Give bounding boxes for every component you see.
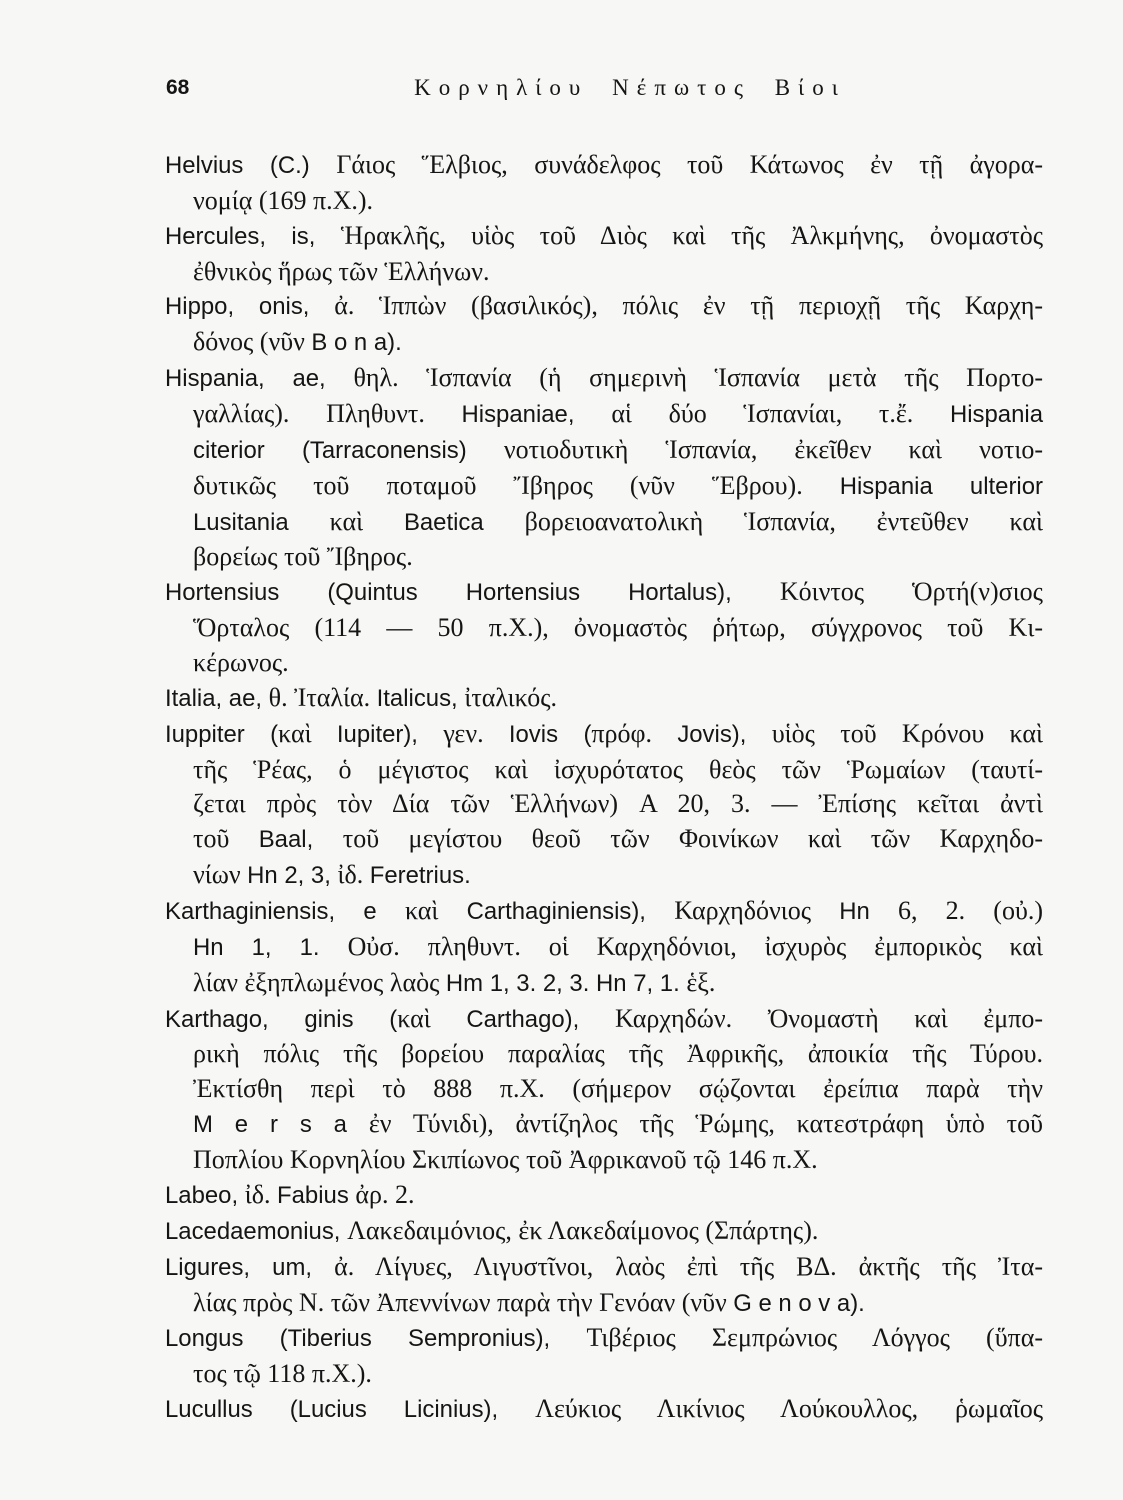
latin-text: B o n a). [311, 329, 402, 357]
latin-text: Iupiter), [336, 720, 444, 748]
entry-continuation-line [165, 433, 1043, 469]
latin-text: Italicus, [376, 684, 465, 712]
greek-text: θ. Ἰταλία. [268, 682, 377, 712]
entry-headline [165, 717, 1043, 753]
greek-text: νομίᾳ (169 π.Χ.). [193, 185, 374, 215]
entry-continuation-line [165, 505, 1043, 541]
entry-continuation-line [165, 753, 1043, 788]
glossary-entry [165, 289, 1043, 361]
greek-text: καὶ [278, 718, 337, 748]
greek-text: κέρωνος. [193, 648, 289, 678]
latin-text: Helvius (C.) [165, 152, 337, 179]
greek-text: τος τῷ 118 π.Χ.). [193, 1359, 372, 1389]
entry-continuation-line [165, 646, 1043, 681]
latin-text: Baetica [403, 508, 525, 536]
entry-headline [165, 361, 1043, 397]
glossary-entry [165, 1392, 1043, 1428]
greek-text: ἀ. Λίγυες, Λιγυστῖνοι, λαὸς ἐπὶ τῆς ΒΔ. ἀκτῆς τῆς Ἰτα- [334, 1251, 1043, 1281]
greek-text: γαλλίας). Πληθυντ. [193, 399, 462, 429]
greek-text: ἐν Τύνιδι), ἀντίζηλος τῆς Ῥώμης, κατεστράφη ὑπὸ τοῦ [368, 1109, 1043, 1139]
latin-text: Carthago), [466, 1005, 615, 1033]
greek-text: Καρχηδών. Ὀνομαστὴ καὶ ἐμπο- [615, 1003, 1043, 1033]
greek-text: Τιβέριος Σεμπρώνιος Λόγγος (ὕπα- [586, 1323, 1043, 1353]
latin-text: Hortensius (Quintus Hortensius Hortalus), [165, 579, 780, 607]
entry-continuation-line [165, 540, 1043, 575]
latin-text: Hispania, ae, [165, 365, 354, 393]
latin-text: Labeo, [165, 1181, 245, 1209]
glossary-entry [165, 681, 1043, 717]
entry-headline [165, 894, 1043, 930]
entry-continuation-line [165, 1037, 1043, 1072]
entry-continuation-line [165, 255, 1043, 290]
latin-text: Hispania ulterior [839, 472, 1043, 500]
greek-text: λίας πρὸς Ν. τῶν Ἀπεννίνων παρὰ τὴν Γενόαν (νῦν [193, 1287, 734, 1317]
greek-text: Οὐσ. πληθυντ. οἱ Καρχηδόνιοι, ἰσχυρὸς ἐμπορικὸς καὶ [347, 931, 1043, 961]
latin-text: Fabius [277, 1181, 356, 1209]
page-number: 68 [166, 76, 190, 99]
glossary-entry [165, 1002, 1043, 1178]
latin-text: Lucullus (Lucius Licinius), [165, 1396, 536, 1424]
entry-continuation-line [165, 611, 1043, 646]
greek-text: ἀρ. 2. [355, 1179, 415, 1209]
greek-text: 6, 2. (οὐ.) [898, 896, 1043, 926]
latin-text: Hercules, is, [165, 222, 341, 250]
latin-text: Hn [839, 898, 899, 926]
greek-text: καὶ [397, 1003, 467, 1033]
greek-text: ρικὴ πόλις τῆς βορείου παραλίας τῆς Ἀφρικῆς, ἀποικία τῆς Τύρου. [193, 1039, 1043, 1069]
entry-continuation-line [165, 930, 1043, 966]
greek-text: ἐθνικὸς ἥρως τῶν Ἑλλήνων. [193, 256, 490, 286]
latin-text: Karthago, ginis ( [165, 1005, 398, 1033]
greek-text: ἰδ. [244, 1179, 278, 1209]
greek-text: γεν. [443, 718, 509, 748]
running-title: Κορνηλίου Νέπωτος Βίοι [414, 75, 846, 100]
latin-text: Hn 2, 3, [247, 862, 338, 890]
entry-continuation-line [165, 1107, 1043, 1143]
entry-headline [165, 148, 1043, 184]
entry-continuation-line [165, 858, 1043, 894]
glossary-entry [165, 575, 1043, 681]
latin-text: Feretrius. [369, 862, 471, 890]
greek-text: βορείως τοῦ Ἴβηρος. [193, 542, 413, 572]
greek-text: τοῦ [193, 824, 259, 854]
entry-headline [165, 289, 1043, 325]
entry-continuation-line [165, 1072, 1043, 1107]
greek-text: τοῦ μεγίστου θεοῦ τῶν Φοινίκων καὶ τῶν Καρχηδο- [342, 824, 1043, 854]
glossary-entry [165, 1250, 1043, 1322]
latin-text: Iovis ( [508, 720, 592, 748]
latin-text: Ligures, um, [165, 1253, 335, 1281]
greek-text: Κόιντος Ὁρτή(ν)σιος [779, 577, 1043, 607]
entry-continuation-line [165, 1357, 1043, 1392]
entry-headline [165, 1250, 1043, 1286]
latin-text: Hispania [949, 401, 1043, 429]
latin-text: Carthaginiensis), [466, 898, 675, 926]
greek-text: ἀ. Ἱππὼν (βασιλικός), πόλις ἐν τῇ περιοχῇ τῆς Καρχη- [334, 291, 1043, 321]
entry-continuation-line [165, 184, 1043, 219]
entry-continuation-line [165, 397, 1043, 433]
greek-text: καὶ [329, 506, 404, 536]
greek-text: δόνος (νῦν [193, 327, 312, 357]
latin-text: Hippo, onis, [165, 293, 335, 321]
glossary-entries [165, 148, 1043, 1428]
latin-text: Hm 1, 3. 2, 3. Hn 7, 1. [445, 969, 687, 997]
greek-text: καὶ [404, 896, 467, 926]
greek-text: ἰδ. [337, 860, 370, 890]
entry-continuation-line [165, 1143, 1043, 1178]
latin-text: citerior (Tarraconensis) [193, 436, 504, 464]
latin-text: Longus (Tiberius Sempronius), [165, 1325, 587, 1353]
latin-text: Baal, [258, 826, 343, 854]
entry-headline [165, 1392, 1043, 1428]
entry-headline [165, 1002, 1043, 1038]
latin-text: Hn 1, 1. [193, 933, 348, 961]
entry-continuation-line [165, 822, 1043, 858]
entry-continuation-line [165, 787, 1043, 822]
latin-text: Karthaginiensis, e [165, 898, 405, 926]
latin-text: Lacedaemonius, [165, 1217, 348, 1245]
latin-text: Lusitania [193, 508, 330, 536]
glossary-entry [165, 1214, 1043, 1250]
greek-text: πρόφ. [591, 718, 678, 748]
entry-headline [165, 1178, 1043, 1214]
glossary-entry [165, 361, 1043, 575]
greek-text: βορειοανατολικὴ Ἱσπανία, ἐντεῦθεν καὶ [524, 506, 1043, 536]
greek-text: νίων [193, 860, 248, 890]
entry-continuation-line [165, 1286, 1043, 1322]
latin-text: G e n o v a). [733, 1289, 865, 1317]
latin-text: Italia, ae, [165, 684, 269, 712]
latin-text: Jovis), [677, 720, 772, 748]
greek-text: ἑξ. [686, 967, 716, 997]
greek-text: λίαν ἐξηπλωμένος λαὸς [193, 967, 446, 997]
entry-headline [165, 219, 1043, 255]
greek-text: ζεται πρὸς τὸν Δία τῶν Ἑλλήνων) A 20, 3. — Ἐπίσης κεῖται ἀντὶ [193, 789, 1043, 819]
entry-continuation-line [165, 469, 1043, 505]
glossary-entry [165, 1178, 1043, 1214]
entry-continuation-line [165, 325, 1043, 361]
greek-text: Λακεδαιμόνιος, ἐκ Λακεδαίμονος (Σπάρτης). [347, 1215, 819, 1245]
latin-text: M e r s a [193, 1111, 369, 1139]
glossary-entry [165, 148, 1043, 219]
greek-text: Ἡρακλῆς, υἱὸς τοῦ Διὸς καὶ τῆς Ἀλκμήνης, ὀνομαστὸς [340, 220, 1043, 250]
glossary-entry [165, 1321, 1043, 1392]
greek-text: αἱ δύο Ἱσπανίαι, τ.ἔ. [611, 399, 950, 429]
glossary-entry [165, 219, 1043, 290]
greek-text: Ποπλίου Κορνηλίου Σκιπίωνος τοῦ Ἀφρικανοῦ τῷ 146 π.Χ. [193, 1145, 818, 1175]
glossary-entry [165, 717, 1043, 894]
greek-text: ἰταλικός. [464, 682, 558, 712]
entry-headline [165, 1321, 1043, 1357]
greek-text: νοτιοδυτικὴ Ἱσπανία, ἐκεῖθεν καὶ νοτιο- [503, 434, 1043, 464]
greek-text: Ὅρταλος (114 — 50 π.Χ.), ὀνομαστὸς ῥήτωρ, σύγχρονος τοῦ Κι- [193, 613, 1043, 643]
greek-text: τῆς Ῥέας, ὁ μέγιστος καὶ ἰσχυρότατος θεὸς τῶν Ῥωμαίων (ταυτί- [193, 754, 1043, 784]
greek-text: θηλ. Ἱσπανία (ἡ σημερινὴ Ἱσπανία μετὰ τῆς Πορτο- [353, 363, 1043, 393]
latin-text: Hispaniae, [461, 401, 612, 429]
greek-text: υἱὸς τοῦ Κρόνου καὶ [771, 718, 1044, 748]
entry-headline [165, 575, 1043, 611]
greek-text: Γάιος Ἕλβιος, συνάδελφος τοῦ Κάτωνος ἐν τῇ ἀγορα- [336, 150, 1043, 179]
entry-headline [165, 1214, 1043, 1250]
entry-headline [165, 681, 1043, 717]
greek-text: Καρχηδόνιος [674, 896, 840, 926]
greek-text: Λεύκιος Λικίνιος Λούκουλλος, ῥωμαῖος [535, 1394, 1043, 1424]
greek-text: δυτικῶς τοῦ ποταμοῦ Ἴβηρος (νῦν Ἕβρου). [193, 470, 840, 500]
glossary-entry [165, 894, 1043, 1002]
entry-continuation-line [165, 966, 1043, 1002]
greek-text: Ἐκτίσθη περὶ τὸ 888 π.Χ. (σήμερον σῴζονται ἐρείπια παρὰ τὴν [193, 1074, 1043, 1104]
latin-text: Iuppiter ( [165, 720, 279, 748]
